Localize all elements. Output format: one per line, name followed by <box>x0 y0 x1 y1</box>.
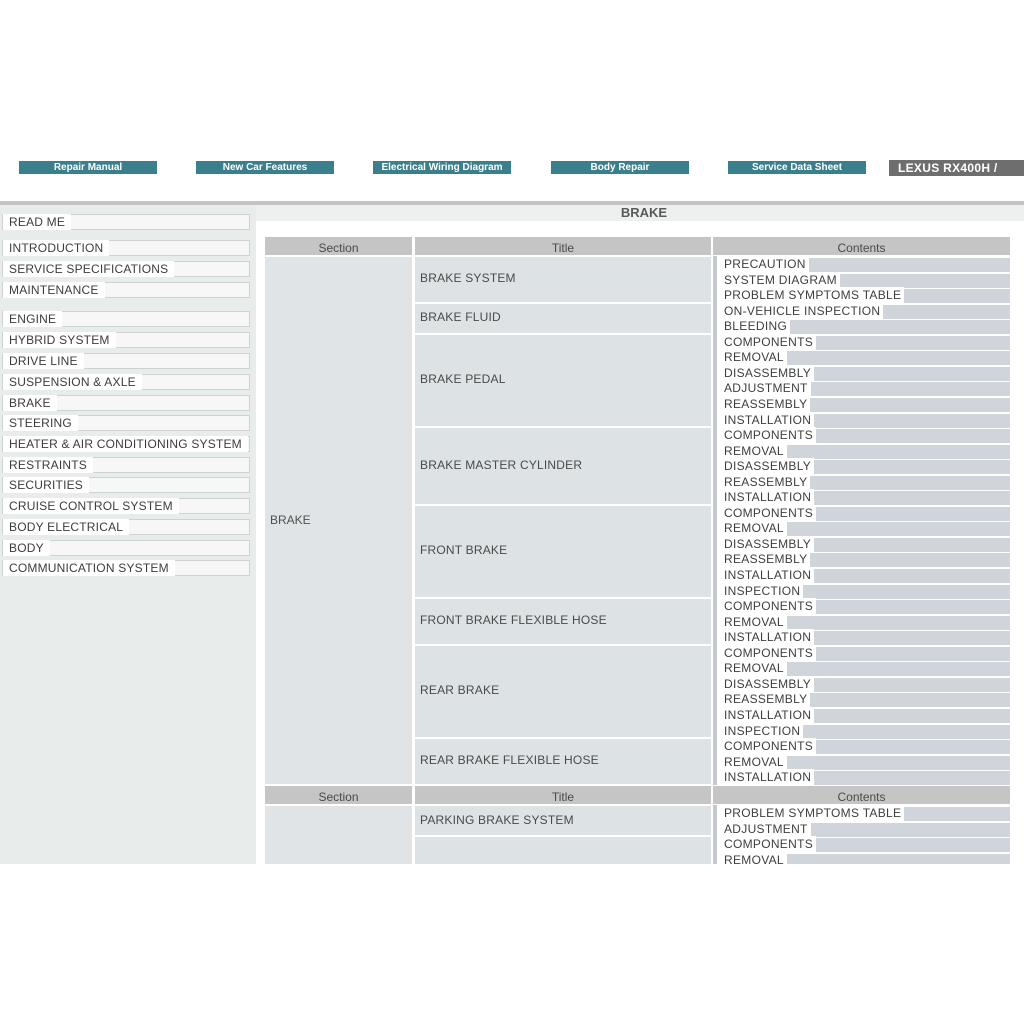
column-header-contents: Contents <box>713 786 1010 804</box>
sidebar-item-drive-line[interactable] <box>2 353 250 369</box>
content-item[interactable] <box>713 522 1010 536</box>
title-front-brake-flexible-hose[interactable] <box>415 599 711 644</box>
content-item[interactable] <box>713 382 1010 396</box>
nav-body-repair-button[interactable]: Body Repair <box>551 161 689 174</box>
content-label: REASSEMBLY <box>713 691 810 707</box>
content-label: REMOVAL <box>713 852 787 864</box>
content-label: INSTALLATION <box>713 489 814 505</box>
nav-new-car-features-button[interactable]: New Car Features <box>196 161 334 174</box>
sidebar-item-label: HEATER & AIR CONDITIONING SYSTEM <box>3 436 248 452</box>
content-item[interactable] <box>713 585 1010 599</box>
column-header-section: Section <box>265 786 412 804</box>
content-item[interactable] <box>713 771 1010 785</box>
title-label: REAR BRAKE <box>420 683 500 698</box>
sidebar-item-restraints[interactable] <box>2 457 250 473</box>
content-item[interactable] <box>713 274 1010 288</box>
content-label: REASSEMBLY <box>713 396 810 412</box>
content-label: COMPONENTS <box>713 598 816 614</box>
content-item[interactable] <box>713 662 1010 676</box>
sidebar-item-label: BODY <box>3 540 50 556</box>
content-item[interactable] <box>713 709 1010 723</box>
sidebar-item-label: BRAKE <box>3 395 57 411</box>
title-rear-brake[interactable] <box>415 646 711 737</box>
content-label: DISASSEMBLY <box>713 365 814 381</box>
content-item[interactable] <box>713 320 1010 334</box>
content-item[interactable] <box>713 289 1010 303</box>
content-label: COMPONENTS <box>713 427 816 443</box>
title-label: REAR BRAKE FLEXIBLE HOSE <box>420 753 599 768</box>
content-item[interactable] <box>713 678 1010 692</box>
content-item[interactable] <box>713 600 1010 614</box>
content-label: PRECAUTION <box>713 256 809 272</box>
sidebar-item-label: SERVICE SPECIFICATIONS <box>3 261 174 277</box>
content-label: DISASSEMBLY <box>713 676 814 692</box>
content-item[interactable] <box>713 838 1010 852</box>
content-label: REMOVAL <box>713 520 787 536</box>
content-item[interactable] <box>713 616 1010 630</box>
content-label: BLEEDING <box>713 318 790 334</box>
sidebar-item-securities[interactable] <box>2 477 250 493</box>
content-label: INSTALLATION <box>713 629 814 645</box>
content-item[interactable] <box>713 460 1010 474</box>
title-brake-master-cylinder[interactable] <box>415 428 711 504</box>
content-label: ADJUSTMENT <box>713 380 811 396</box>
content-item[interactable] <box>713 305 1010 319</box>
content-label: COMPONENTS <box>713 836 816 852</box>
content-label: ON-VEHICLE INSPECTION <box>713 303 883 319</box>
content-label: INSTALLATION <box>713 412 814 428</box>
sidebar-item-label: CRUISE CONTROL SYSTEM <box>3 498 179 514</box>
sidebar-item-label: DRIVE LINE <box>3 353 84 369</box>
sidebar-item-label: SUSPENSION & AXLE <box>3 374 142 390</box>
sidebar-item-introduction[interactable] <box>2 240 250 256</box>
title-label: PARKING BRAKE SYSTEM <box>420 812 574 827</box>
sidebar-item-label: READ ME <box>3 214 71 230</box>
nav-service-data-sheet-button[interactable]: Service Data Sheet <box>728 161 866 174</box>
sidebar-item-steering[interactable] <box>2 415 250 431</box>
content-item[interactable] <box>713 429 1010 443</box>
sidebar-item-label: COMMUNICATION SYSTEM <box>3 560 175 576</box>
sidebar-item-hybrid-system[interactable] <box>2 332 250 348</box>
title-label: BRAKE SYSTEM <box>420 271 516 286</box>
content-item[interactable] <box>713 336 1010 350</box>
content-item[interactable] <box>713 258 1010 272</box>
title-label: BRAKE PEDAL <box>420 372 506 387</box>
title-label: FRONT BRAKE <box>420 543 508 558</box>
content-label: ADJUSTMENT <box>713 821 811 837</box>
section-cell <box>265 806 412 864</box>
sidebar-item-read-me[interactable] <box>2 214 250 230</box>
content-item[interactable] <box>713 693 1010 707</box>
content-item[interactable] <box>713 807 1010 821</box>
content-label: COMPONENTS <box>713 334 816 350</box>
content-label: DISASSEMBLY <box>713 458 814 474</box>
content-item[interactable] <box>713 725 1010 739</box>
sidebar-item-suspension-axle[interactable] <box>2 374 250 390</box>
sidebar-item-maintenance[interactable] <box>2 282 250 298</box>
sidebar-item-heater-air-conditioning-system[interactable] <box>2 436 250 452</box>
content-label: INSTALLATION <box>713 769 814 785</box>
content-item[interactable] <box>713 569 1010 583</box>
sidebar-item-brake[interactable] <box>2 395 250 411</box>
title-front-brake[interactable] <box>415 506 711 597</box>
content-label: REMOVAL <box>713 660 787 676</box>
sidebar-item-label: ENGINE <box>3 311 62 327</box>
content-label: INSPECTION <box>713 583 803 599</box>
title-brake-pedal[interactable] <box>415 335 711 426</box>
title-label: BRAKE FLUID <box>420 310 501 325</box>
content-label: INSTALLATION <box>713 567 814 583</box>
content-item[interactable] <box>713 367 1010 381</box>
content-item[interactable] <box>713 351 1010 365</box>
column-header-title: Title <box>415 786 711 804</box>
title-label: BRAKE MASTER CYLINDER <box>420 457 583 472</box>
nav-repair-manual-button[interactable]: Repair Manual <box>19 161 157 174</box>
content-item[interactable] <box>713 507 1010 521</box>
content-item[interactable] <box>713 553 1010 567</box>
content-item[interactable] <box>713 414 1010 428</box>
content-label: PROBLEM SYMPTOMS TABLE <box>713 805 904 821</box>
content-label: REASSEMBLY <box>713 474 810 490</box>
content-label: REASSEMBLY <box>713 551 810 567</box>
title-label: FRONT BRAKE FLEXIBLE HOSE <box>420 613 607 628</box>
vehicle-label: LEXUS RX400H / <box>889 160 1024 176</box>
sidebar-item-cruise-control-system[interactable] <box>2 498 250 514</box>
content-item[interactable] <box>713 398 1010 412</box>
content-item[interactable] <box>713 631 1010 645</box>
nav-electrical-wiring-diagram-button[interactable]: Electrical Wiring Diagram <box>373 161 511 174</box>
column-header-title: Title <box>415 237 711 255</box>
content-label: REMOVAL <box>713 443 787 459</box>
title-brake-system[interactable] <box>415 257 711 302</box>
content-label: REMOVAL <box>713 614 787 630</box>
content-item[interactable] <box>713 756 1010 770</box>
content-label: INSPECTION <box>713 723 803 739</box>
sidebar-item-body-electrical[interactable] <box>2 519 250 535</box>
top-navigation <box>0 160 1024 178</box>
sidebar-item-label: STEERING <box>3 415 78 431</box>
content-label: REMOVAL <box>713 754 787 770</box>
section-label: BRAKE <box>270 513 311 528</box>
sidebar-item-engine[interactable] <box>2 311 250 327</box>
title-brake-fluid[interactable] <box>415 304 711 333</box>
title-rear-brake-flexible-hose[interactable] <box>415 739 711 784</box>
content-label: INSTALLATION <box>713 707 814 723</box>
sidebar-item-communication-system[interactable] <box>2 560 250 576</box>
content-item[interactable] <box>713 823 1010 837</box>
content-label: COMPONENTS <box>713 738 816 754</box>
sidebar-item-label: RESTRAINTS <box>3 457 93 473</box>
section-cell <box>265 257 412 784</box>
page-title-bar <box>256 205 1024 221</box>
sidebar-item-body[interactable] <box>2 540 250 556</box>
content-label: PROBLEM SYMPTOMS TABLE <box>713 287 904 303</box>
content-label: DISASSEMBLY <box>713 536 814 552</box>
sidebar <box>0 205 256 864</box>
content-label: COMPONENTS <box>713 645 816 661</box>
sidebar-item-label: BODY ELECTRICAL <box>3 519 129 535</box>
content-label: COMPONENTS <box>713 505 816 521</box>
title-blank[interactable] <box>415 837 711 864</box>
sidebar-item-label: INTRODUCTION <box>3 240 109 256</box>
content-item[interactable] <box>713 445 1010 459</box>
content-item[interactable] <box>713 647 1010 661</box>
content-item[interactable] <box>713 491 1010 505</box>
content-item[interactable] <box>713 538 1010 552</box>
content-label: SYSTEM DIAGRAM <box>713 272 840 288</box>
column-header-section: Section <box>265 237 412 255</box>
main-panel <box>256 205 1024 864</box>
sidebar-item-label: MAINTENANCE <box>3 282 105 298</box>
content-label: REMOVAL <box>713 349 787 365</box>
sidebar-item-label: HYBRID SYSTEM <box>3 332 116 348</box>
page-title: BRAKE <box>620 205 668 220</box>
column-header-contents: Contents <box>713 237 1010 255</box>
content-item[interactable] <box>713 740 1010 754</box>
content-item[interactable] <box>713 854 1010 864</box>
content-item[interactable] <box>713 476 1010 490</box>
sidebar-item-service-specifications[interactable] <box>2 261 250 277</box>
sidebar-item-label: SECURITIES <box>3 477 89 493</box>
title-parking-brake-system[interactable] <box>415 806 711 835</box>
